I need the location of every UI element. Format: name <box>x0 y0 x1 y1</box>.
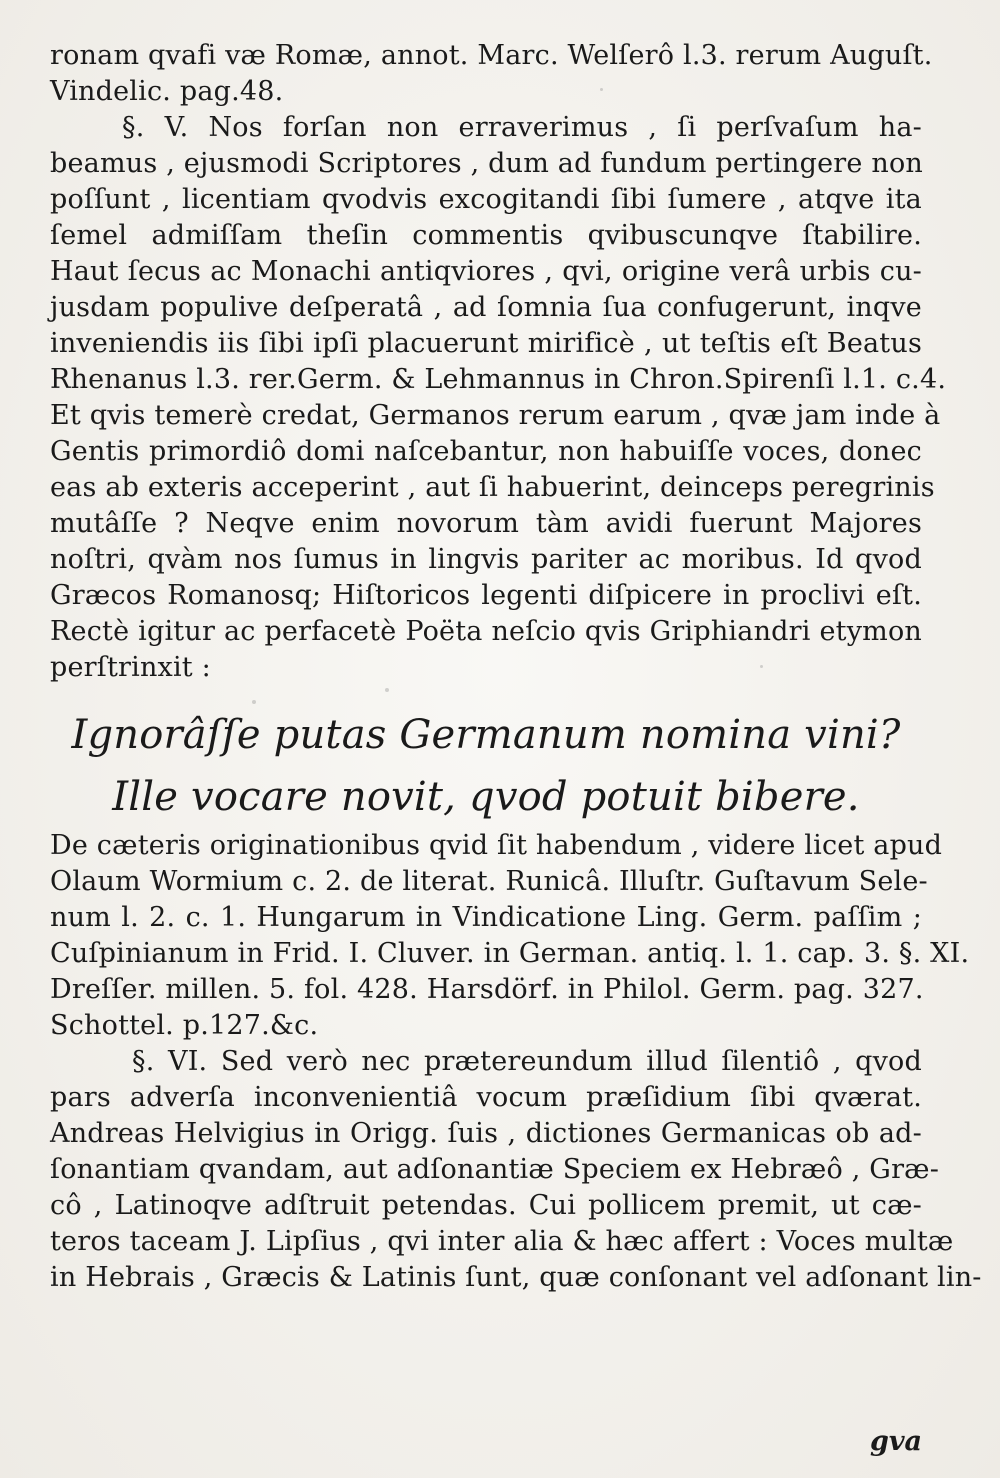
text-line: pars adverſa inconvenientiâ vocum præſidium ſibi qværat. <box>50 1082 922 1113</box>
section-v-heading-line: §. V. Nos forſan non erraverimus , ſi perſvaſum ha- <box>122 112 922 143</box>
text-line: Schottel. p.127.&c. <box>50 1010 319 1041</box>
text-line: num l. 2. c. 1. Hungarum in Vindicatione Ling. Germ. paſſim ; <box>50 902 922 933</box>
text-line: teros taceam J. Lipſius , qvi inter alia & hæc affert : Voces multæ <box>50 1226 954 1257</box>
text-line: ſonantiam qvandam, aut adſonantiæ Speciem ex Hebræô , Græ- <box>50 1154 940 1185</box>
text-line: noſtri, qvàm nos ſumus in lingvis pariter ac moribus. Id qvod <box>50 544 922 575</box>
verse-line-2: Ille vocare novit, qvod potuit bibere. <box>112 774 860 820</box>
text-line: mutâſſe ? Neqve enim novorum tàm avidi fuerunt Majores <box>50 508 922 539</box>
text-line: beamus , ejusmodi Scriptores , dum ad fundum pertingere non <box>50 148 924 179</box>
paper-speck <box>252 700 256 704</box>
verse-line-1: Ignorâſſe putas Germanum nomina vini? <box>71 712 901 758</box>
text-line: Vindelic. pag.48. <box>50 76 284 107</box>
text-line: Gentis primordiô domi naſcebantur, non habuiſſe voces, donec <box>50 436 922 467</box>
text-line: poſſunt , licentiam qvodvis excogitandi ſibi ſumere , atqve ita <box>50 184 922 215</box>
spacer <box>50 686 922 704</box>
paper-speck <box>385 688 389 692</box>
paper-speck <box>600 88 603 91</box>
text-line: Rectè igitur ac perfacetè Poëta neſcio qvis Griphiandri etymon <box>50 616 922 647</box>
section-vi-heading-line: §. VI. Sed verò nec prætereundum illud ſilentiô , qvod <box>132 1046 922 1077</box>
text-line: Dreſſer. millen. 5. fol. 428. Harsdörf. in Philol. Germ. pag. 327. <box>50 974 924 1005</box>
page-text <box>50 38 982 1296</box>
text-line: in Hebrais , Græcis & Latinis ſunt, quæ conſonant vel adſonant lin- <box>50 1262 982 1293</box>
text-line: Et qvis temerè credat, Germanos rerum earum , qvæ jam inde à <box>50 400 941 431</box>
text-line: Haut ſecus ac Monachi antiqviores , qvi, origine verâ urbis cu- <box>50 256 922 287</box>
catchword: gva <box>869 1426 922 1457</box>
text-line: Græcos Romanosq; Hiſtoricos legenti diſpicere in proclivi eſt. <box>50 580 922 611</box>
text-line: Cuſpinianum in Frid. I. Cluver. in German. antiq. l. 1. cap. 3. §. XI. <box>50 938 970 969</box>
text-line: Andreas Helvigius in Origg. ſuis , dictiones Germanicas ob ad- <box>50 1118 922 1149</box>
text-line: inveniendis iis ſibi ipſi placuerunt mirificè , ut teſtis eſt Beatus <box>50 328 922 359</box>
text-line: Olaum Wormium c. 2. de literat. Runicâ. Illuſtr. Guſtavum Sele- <box>50 866 928 897</box>
text-line: ſemel admiſſam theſin commentis qvibuscunqve ſtabilire. <box>50 220 922 251</box>
paper-speck <box>760 665 763 668</box>
text-line: ronam qvafi væ Romæ, annot. Marc. Welſerô l.3. rerum Auguſt. <box>50 40 933 71</box>
text-line: perſtrinxit : <box>50 652 211 683</box>
text-line: cô , Latinoqve adſtruit petendas. Cui pollicem premit, ut cæ- <box>50 1190 922 1221</box>
text-line: De cæteris originationibus qvid ſit habendum , videre licet apud <box>50 830 943 861</box>
text-line: eas ab exteris acceperint , aut ſi habuerint, deinceps peregrinis <box>50 472 935 503</box>
text-line: Rhenanus l.3. rer.Germ. & Lehmannus in Chron.Spirenſi l.1. c.4. <box>50 364 947 395</box>
text-line: jusdam populive deſperatâ , ad ſomnia ſua confugerunt, inqve <box>50 292 922 323</box>
